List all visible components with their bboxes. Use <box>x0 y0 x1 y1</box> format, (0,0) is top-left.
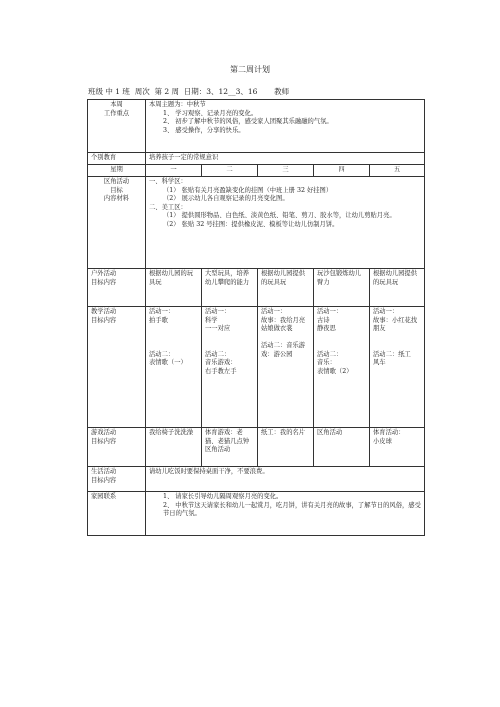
teaching-label: 教学活动 目标内容 <box>88 307 146 428</box>
teaching-cell: 活动一： 故事：我给月亮姑娘做衣裳 活动二：音乐游戏：游公园 <box>258 307 314 428</box>
weekly-plan-table <box>87 99 425 536</box>
outdoor-cell: 玩沙包锻炼幼儿臂力 <box>314 269 370 307</box>
row-outdoor <box>88 269 425 307</box>
area-science-item: （2） 展示幼儿各自观察记录的月亮变化图。 <box>163 195 289 202</box>
focus-label: 本周 工作重点 <box>88 100 146 153</box>
row-focus <box>88 100 425 153</box>
game-cell: 纸工：我的名片 <box>258 428 314 467</box>
area-science-heading: 一、科学区： <box>149 178 187 185</box>
focus-item: 1、 学习观察、记录月亮的变化。 <box>163 109 258 117</box>
area-label: 区角活动 目标 内容材料 <box>88 177 146 269</box>
home-item: 2、 中秋节这天请家长和幼儿一起赏月，吃月饼，讲有关月亮的故事，了解节日的风俗，感受节日的气氛。 <box>163 501 421 517</box>
weekday-header: 四 <box>314 165 370 177</box>
game-label: 游戏活动 目标内容 <box>88 428 146 467</box>
area-art-item: （1） 提供圆形物品、白色纸、淡黄色纸、铅笔、剪刀、胶水等，让幼儿剪贴月亮。 <box>163 212 396 219</box>
life-text: 请幼儿吃饭时要保持桌面干净，不要浪费。 <box>146 467 425 492</box>
focus-content <box>146 100 425 153</box>
home-label: 家园联系 <box>88 492 146 536</box>
page-title: 第二周计划 <box>230 65 270 74</box>
weekday-header: 一 <box>146 165 202 177</box>
row-home <box>88 492 425 536</box>
row-teaching <box>88 307 425 428</box>
weekday-header-label: 星期 <box>88 165 146 177</box>
outdoor-cell: 根据幼儿园提供的玩具玩 <box>258 269 314 307</box>
game-cell: 我给椅子洗洗澡 <box>146 428 202 467</box>
individual-label: 个别教育 <box>88 153 146 165</box>
outdoor-cell: 根据幼儿园提供的玩具玩 <box>370 269 425 307</box>
game-cell: 区角活动 <box>314 428 370 467</box>
teaching-cell: 活动一： 故事：小红花找朋友 活动二：纸工 风车 <box>370 307 425 428</box>
home-content <box>146 492 425 536</box>
outdoor-cell: 根据幼儿园的玩具玩 <box>146 269 202 307</box>
row-game <box>88 428 425 467</box>
area-content <box>146 177 425 269</box>
row-life <box>88 467 425 492</box>
focus-item: 2、 初步了解中秋节的风俗，感受家人团聚其乐融融的气氛。 <box>163 118 333 125</box>
game-cell: 体育游戏：老猫、老猫几点钟区角活动 <box>202 428 258 467</box>
teaching-cell: 活动一： 科学 一一对应 活动二： 音乐游戏： 右手教左手 <box>202 307 258 428</box>
game-cell: 体育活动： 小皮球 <box>370 428 425 467</box>
area-art-heading: 二、美工区： <box>149 203 187 211</box>
focus-theme: 本周主题为：中秋节 <box>149 101 206 108</box>
individual-text: 培养孩子一定的常规意识 <box>146 153 425 165</box>
row-individual <box>88 153 425 165</box>
focus-item: 3、 感受操作，分享的快乐。 <box>163 126 245 134</box>
weekday-header: 五 <box>370 165 425 177</box>
row-weekdays <box>88 165 425 177</box>
home-item: 1、 请家长引导幼儿隔周观察月亮的变化。 <box>163 493 283 500</box>
weekday-header: 二 <box>202 165 258 177</box>
teaching-cell: 活动一： 拍手歌 活动二： 表情歌（一） <box>146 307 202 428</box>
weekday-header: 三 <box>258 165 314 177</box>
teaching-cell: 活动一： 古诗 静夜思 活动二： 音乐： 表情歌（2） <box>314 307 370 428</box>
class-info-line: 班级 中 1 班 周次 第 2 周 日期：3、12__3、16 教师 <box>88 87 290 96</box>
row-area <box>88 177 425 269</box>
outdoor-label: 户外活动 目标内容 <box>88 269 146 307</box>
area-science-item: （1） 张贴有关月亮盈缺变化的挂图（中班上册 32 好挂图） <box>163 186 333 194</box>
life-label: 生活活动 目标内容 <box>88 467 146 492</box>
outdoor-cell: 大型玩具，培养幼儿攀爬的能力 <box>202 269 258 307</box>
area-art-item: （2） 张贴 32 号挂图：提供橡皮泥、模板等让幼儿仿制月饼。 <box>163 220 339 228</box>
